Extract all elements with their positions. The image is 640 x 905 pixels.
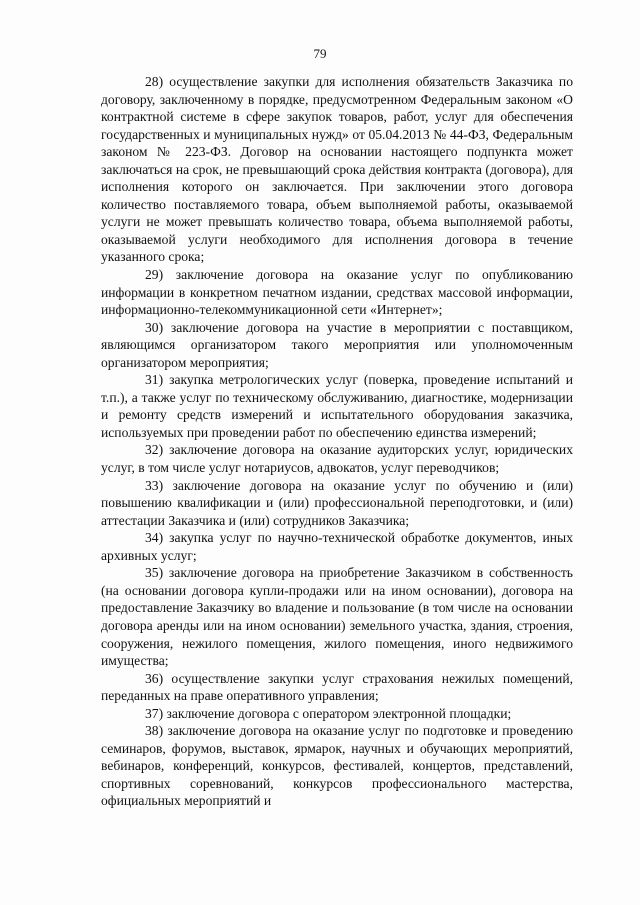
- paragraph-38: 38) заключение договора на оказание услуг по подготовке и проведению семинаров, форумов, выставок, ярмарок, научных и обучающих мероприятий, вебинаров, конференций, конкурсов, фестивалей, концертов, представлений, спортивных соревнований, конкурсов профессионального мастерства, официальных мероприятий и: [101, 723, 573, 809]
- paragraph-35: 35) заключение договора на приобретение Заказчиком в собственность (на основании договора купли-продажи или на ином основании), договора на предоставление Заказчику во владение и пользование (в том числе на основании договора аренды или на ином основании) земельного участка, здания, строения, сооружения, нежилого помещения, жилого помещения, иного недвижимого имущества;: [101, 565, 573, 669]
- paragraph-33: 33) заключение договора на оказание услуг по обучению и (или) повышению квалификации и (или) профессиональной переподготовки, и (или) аттестации Заказчика и (или) сотрудников Заказчика;: [101, 477, 573, 528]
- paragraph-34: 34) закупка услуг по научно-технической обработке документов, иных архивных услуг;: [101, 530, 573, 563]
- paragraph-30: 30) заключение договора на участие в мероприятии с поставщиком, являющимся организатором такого мероприятия или уполномоченным организатором мероприятия;: [101, 319, 573, 370]
- document-body: [101, 73, 573, 810]
- paragraph-28: 28) осуществление закупки для исполнения обязательств Заказчика по договору, заключенному в порядке, предусмотренном Федеральным законом «О контрактной системе в сфере закупок товаров, работ, услуг для обеспечения государственных и муниципальных нужд» от 05.04.2013 № 44-ФЗ, Федеральным законом № 223-ФЗ. Договор на основании настоящего подпункта может заключаться на срок, не превышающий срока действия контракта (договора), для исполнения которого он заключается. При заключении этого договора количество поставляемого товара, объем выполняемой работы, оказываемой услуги не может превышать количество товара, объема выполняемой работы, оказываемой услуги необходимого для исполнения договора в течение указанного срока;: [101, 74, 573, 265]
- paragraph-29: 29) заключение договора на оказание услуг по опубликованию информации в конкретном печатном издании, средствах массовой информации, информационно-телекоммуникационной сети «Интернет»;: [101, 267, 573, 318]
- paragraph-36: 36) осуществление закупки услуг страхования нежилых помещений, переданных на праве оперативного управления;: [101, 670, 573, 704]
- paragraph-37: 37) заключение договора с оператором электронной площадки;: [145, 705, 512, 721]
- paragraph-31: 31) закупка метрологических услуг (поверка, проведение испытаний и т.п.), а также услуг по техническому обслуживанию, диагностике, модернизации и ремонту средств измерений и испытательного оборудования заказчика, используемых при проведении работ по обеспечению единства измерений;: [101, 372, 573, 440]
- page-number: 79: [313, 46, 327, 61]
- paragraph-32: 32) заключение договора на оказание аудиторских услуг, юридических услуг, в том числе услуг нотариусов, адвокатов, услуг переводчиков;: [101, 442, 573, 476]
